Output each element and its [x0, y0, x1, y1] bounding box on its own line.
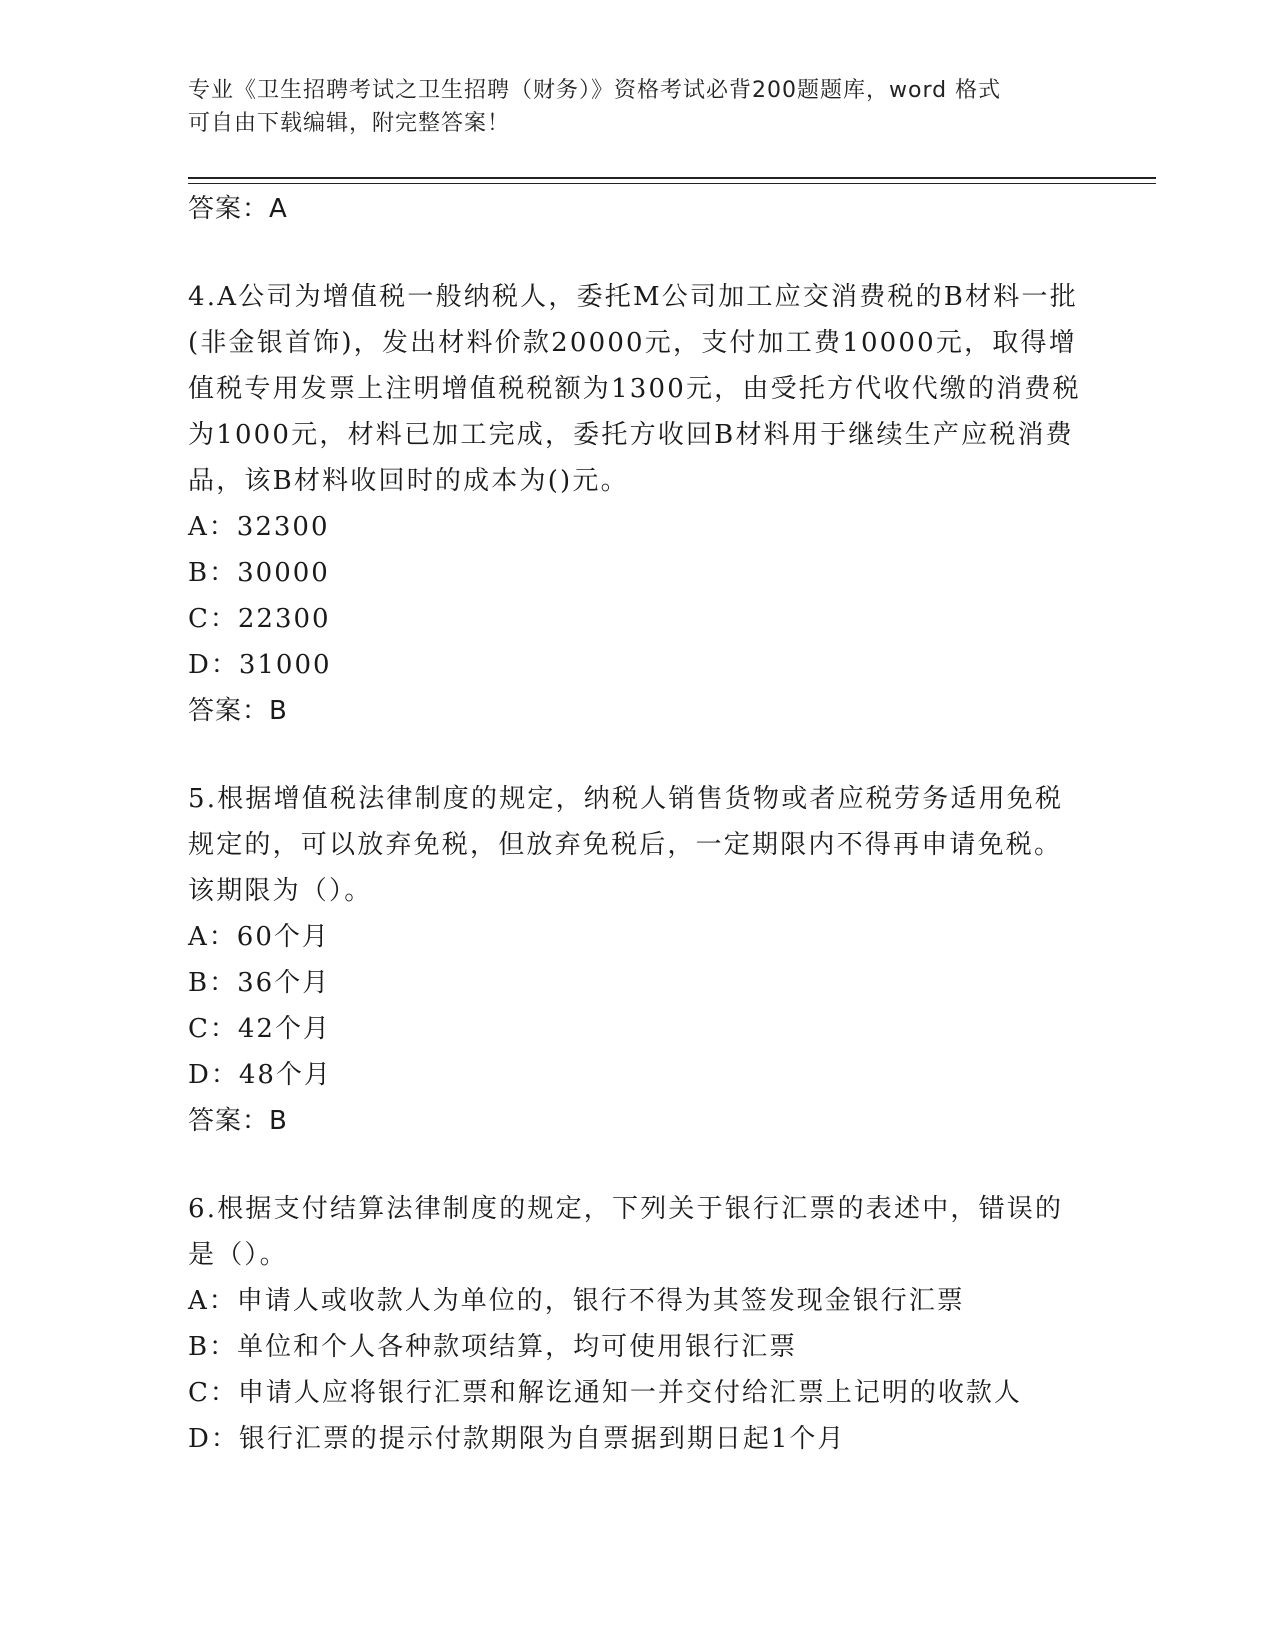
option-c: C：22300 [188, 604, 331, 634]
answer-line: 答案：A [188, 194, 288, 224]
header-divider-thick [188, 177, 1156, 179]
option-c: C：42个月 [188, 1014, 331, 1044]
document-body [188, 186, 1088, 1462]
header-line-2: 可自由下载编辑，附完整答案！ [188, 111, 511, 136]
header-line-1: 专业《卫生招聘考试之卫生招聘（财务）》资格考试必背200题题库，word 格式 [188, 78, 1002, 103]
option-b: B：30000 [188, 558, 330, 588]
question-4 [188, 274, 1088, 734]
header-divider-thin [188, 183, 1156, 184]
answer-line: 答案：B [188, 696, 288, 726]
question-6 [188, 1186, 1088, 1462]
question-5 [188, 776, 1088, 1144]
option-a: A：60个月 [188, 922, 330, 952]
option-d: D：48个月 [188, 1060, 332, 1090]
document-header [188, 74, 1088, 140]
option-a: A：申请人或收款人为单位的，银行不得为其签发现金银行汇票 [188, 1286, 965, 1316]
question-text: 4.A公司为增值税一般纳税人，委托M公司加工应交消费税的B材料一批(非金银首饰)，发出材料价款20000元，支付加工费10000元，取得增值税专用发票上注明增值税税额为1300元，由受托方代收代缴的消费税为1000元，材料已加工完成，委托方收回B材料用于继续生产应税消费品，该B材料收回时的成本为()元。 [188, 282, 1081, 496]
option-d: D：31000 [188, 650, 332, 680]
option-d: D：银行汇票的提示付款期限为自票据到期日起1个月 [188, 1424, 846, 1454]
question-text: 5.根据增值税法律制度的规定，纳税人销售货物或者应税劳务适用免税规定的，可以放弃免税，但放弃免税后，一定期限内不得再申请免税。该期限为（）。 [188, 784, 1064, 906]
option-a: A：32300 [188, 512, 330, 542]
question-text: 6.根据支付结算法律制度的规定，下列关于银行汇票的表述中，错误的是（）。 [188, 1194, 1064, 1270]
option-b: B：36个月 [188, 968, 331, 998]
option-b: B：单位和个人各种款项结算，均可使用银行汇票 [188, 1332, 798, 1362]
option-c: C：申请人应将银行汇票和解讫通知一并交付给汇票上记明的收款人 [188, 1378, 1022, 1408]
answer-line: 答案：B [188, 1106, 288, 1136]
